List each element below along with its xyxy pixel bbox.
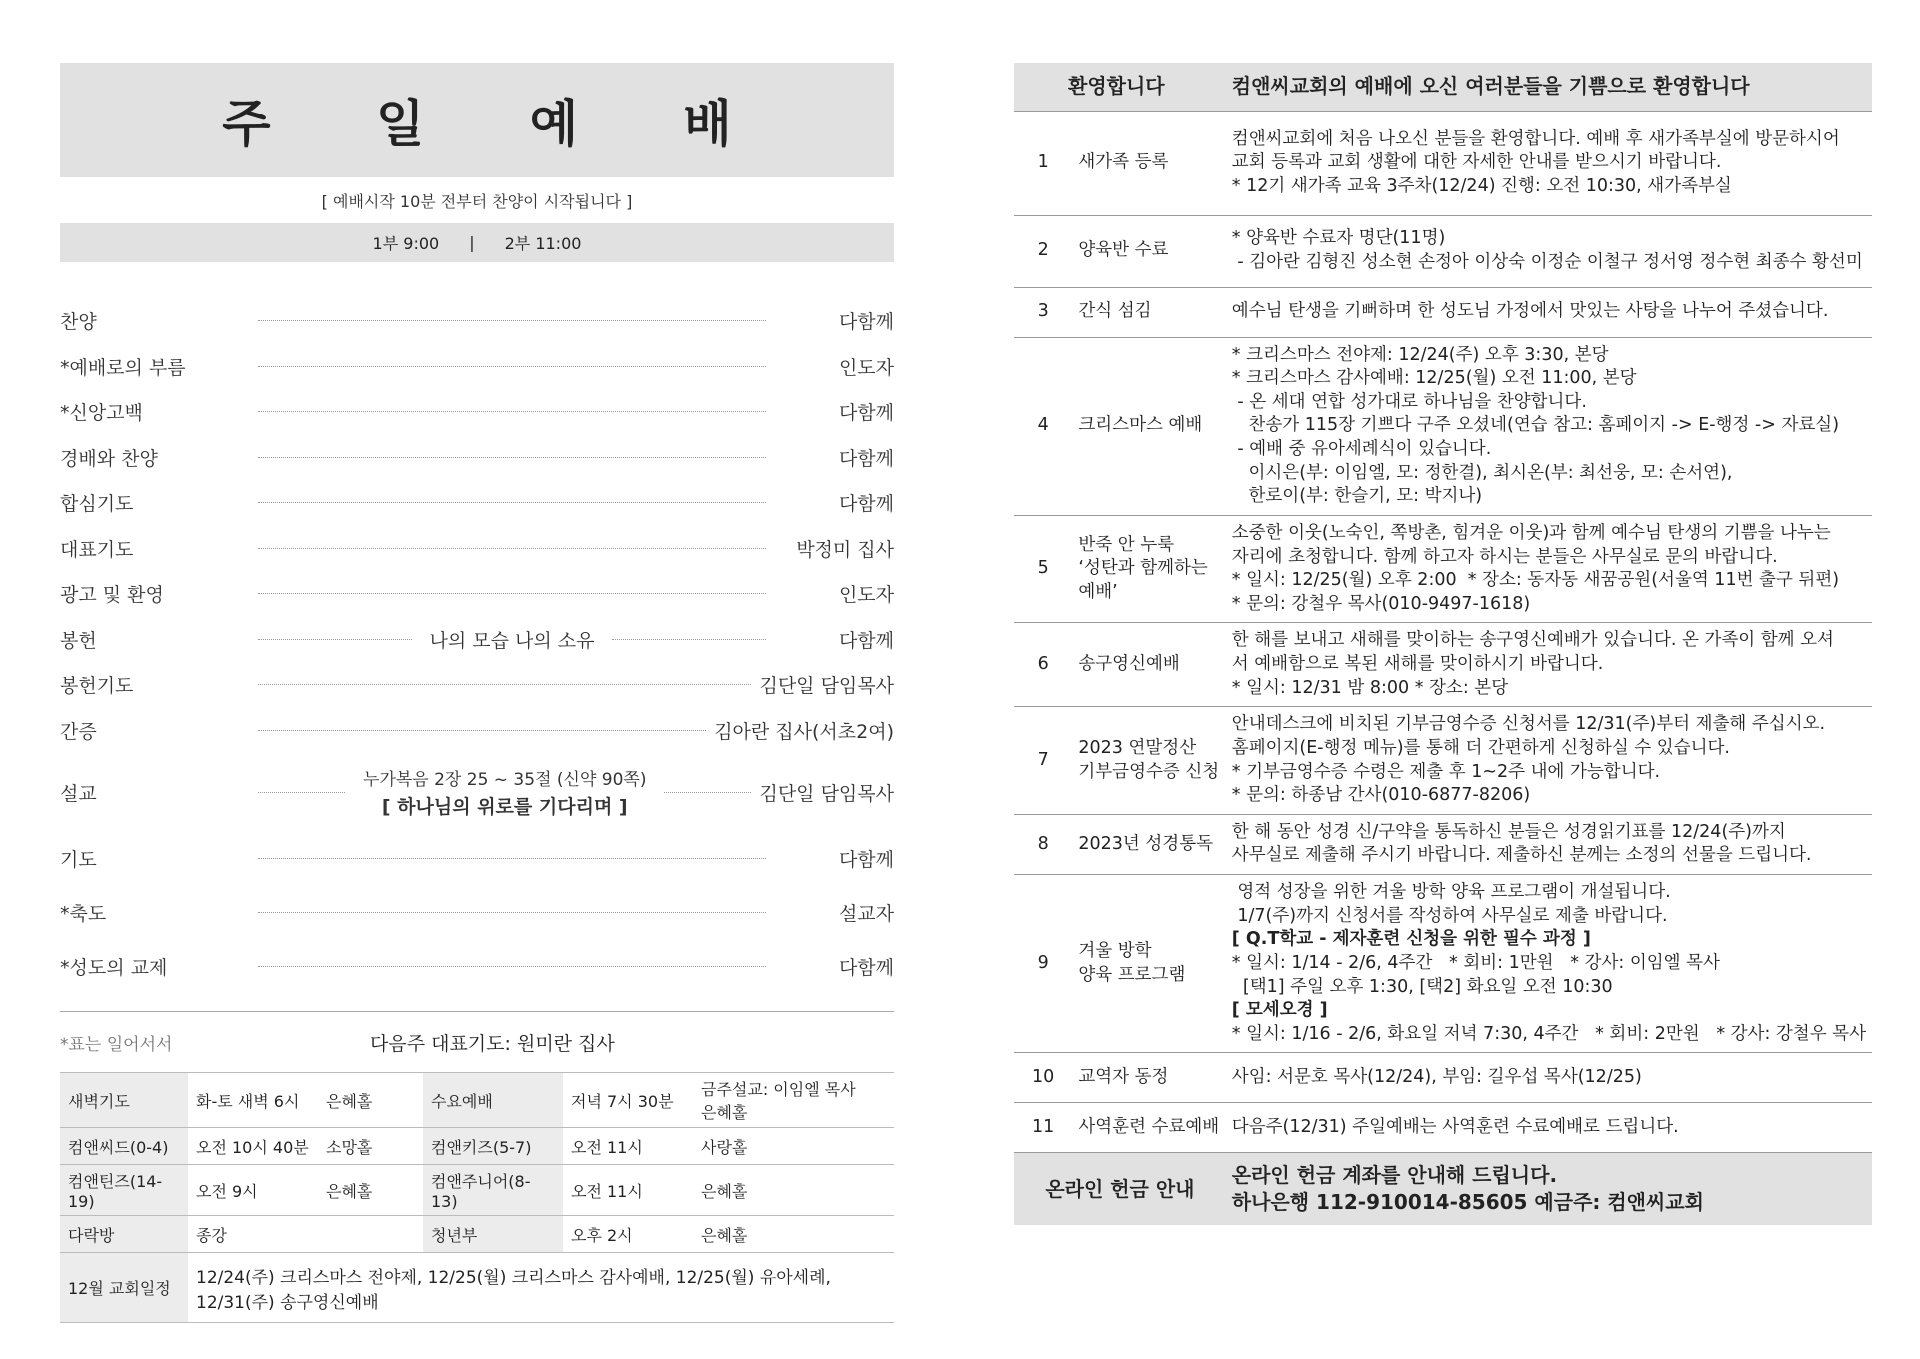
dot-leader [258,502,766,503]
item-content [1226,1103,1872,1153]
service-2-time: 2부 11:00 [504,234,582,253]
item-title-line: 송구영신예배 [1078,654,1180,674]
announcements-table [1014,63,1872,1225]
item-content [1226,707,1872,815]
item-title-line: 기부금영수증 신청 [1078,761,1220,782]
item-content-line: [ 모세오경 ] [1231,1000,1328,1021]
item-number: 1 [1014,111,1072,215]
table-row [60,1216,894,1253]
offering-song: 나의 모습 나의 소유 [429,629,595,652]
item-content-line: 다음주(12/31) 주일예배는 사역훈련 수료예배로 드립니다. [1231,1117,1679,1138]
header-welcome: 환영합니다 [1014,63,1226,111]
sermon-title: [ 하나님의 위로를 기다리며 ] [381,796,628,818]
table-row [60,1253,894,1323]
item-title [1072,1103,1225,1153]
table-cell-label: 다락방 [60,1216,188,1253]
item-content [1226,287,1872,337]
item-title-line: ‘성탄과 함께하는 [1078,558,1208,579]
table-cell: 오후 2시 [563,1216,693,1253]
dot-leader [258,593,766,594]
dot-leader [258,457,766,458]
item-content [1226,1053,1872,1103]
item-title-line: 2023 연말정산 [1078,737,1197,758]
standing-note: *표는 일어서서 [60,1034,173,1055]
item-number: 4 [1014,337,1072,515]
item-title [1072,111,1225,215]
item-title-line: 크리스마스 예배 [1078,415,1203,436]
table-cell-label: 컴앤키즈(5-7) [423,1128,563,1165]
item-content-line: 자리에 초청합니다. 함께 하고자 하시는 분들은 사무실로 문의 바랍니다. [1231,546,1778,567]
item-content-line: * 기부금영수증 수령은 제출 후 1~2주 내에 가능합니다. [1231,761,1661,782]
table-cell-label: 청년부 [423,1216,563,1253]
order-item-person: 인도자 [838,584,894,607]
item-title [1072,707,1225,815]
order-item-name: 광고 및 환영 [60,584,164,607]
dot-leader [612,639,766,640]
item-content-line: 소중한 이웃(노숙인, 쪽방촌, 힘겨운 이웃)과 함께 예수님 탄생의 기쁨을 나누는 [1231,522,1831,543]
item-title [1072,287,1225,337]
item-content-line: 컴앤씨교회에 처음 나오신 분들을 환영합니다. 예배 후 새가족부실에 방문하시어 [1231,128,1840,149]
item-content-line: 예수님 탄생을 기뻐하며 한 성도님 가정에서 맛있는 사탕을 나누어 주셨습니다. [1231,301,1829,322]
table-cell: 오전 11시 [563,1128,693,1165]
item-number: 10 [1014,1053,1072,1103]
order-row [60,617,894,663]
title-banner [60,63,894,177]
dot-leader [664,792,751,793]
dot-leader [258,639,412,640]
online-offering-row [1014,1153,1872,1225]
table-row [60,1165,894,1216]
item-content-line: 한 해 동안 성경 신/구약을 통독하신 분들은 성경읽기표를 12/24(주)까지 [1231,821,1786,842]
item-number: 5 [1014,515,1072,623]
order-item-person: 김단일 담임목사 [759,675,894,698]
table-cell-label: 12월 교회일정 [60,1253,188,1323]
order-item-name: *축도 [60,902,107,925]
table-cell: 오전 11시 [563,1165,693,1216]
table-cell-label: 수요예배 [423,1073,563,1128]
order-item-name: *신앙고백 [60,402,143,425]
table-row [1014,814,1872,874]
table-row [1014,1053,1872,1103]
item-content-line: 안내데스크에 비치된 기부금영수증 신청서를 12/31(주)부터 제출해 주십시오. [1231,714,1826,735]
table-cell: 오전 9시 [188,1165,318,1216]
item-content-line: [ Q.T학교 - 제자훈련 신청을 위한 필수 과정 ] [1231,929,1591,950]
order-item-name: *예배로의 부름 [60,356,186,379]
dot-leader [258,320,766,321]
dot-leader [258,548,766,549]
dot-leader [258,730,706,731]
item-title [1072,814,1225,874]
scripture-reference: 누가복음 2장 25 ~ 35절 (신약 90쪽) [363,770,647,790]
item-content [1226,215,1872,287]
item-content [1226,814,1872,874]
item-content [1226,111,1872,215]
order-row [60,526,894,572]
table-cell-label: 새벽기도 [60,1073,188,1128]
order-row [60,662,894,708]
online-offering-label: 온라인 헌금 안내 [1014,1153,1226,1225]
item-content-line: 한 해를 보내고 새해를 맞이하는 송구영신예배가 있습니다. 온 가족이 함께 오셔 [1231,630,1834,651]
item-title-line: 반죽 안 누룩 [1078,534,1175,555]
table-row [1014,515,1872,623]
item-title-line: 새가족 등록 [1078,152,1169,173]
table-cell: 은혜홀 [693,1165,894,1216]
item-title [1072,215,1225,287]
schedule-table [60,1072,894,1323]
subtitle: [ 예배시작 10분 전부터 찬양이 시작됩니다 ] [321,192,633,211]
item-content-line: * 일시: 12/25(월) 오후 2:00 * 장소: 동자동 새꿈공원(서울역 11번 출구 뒤편) [1231,570,1840,591]
item-content-line: * 일시: 12/31 밤 8:00 * 장소: 본당 [1231,677,1509,698]
table-cell [693,1073,894,1128]
order-item-person: 다함께 [838,402,894,425]
item-number: 7 [1014,707,1072,815]
service-1-time: 1부 9:00 [372,234,440,253]
announcements-body [1014,111,1872,1153]
december-schedule [188,1253,894,1323]
table-cell: 화-토 새벽 6시 [188,1073,318,1128]
order-item-person: 다함께 [838,311,894,334]
item-content-line: * 일시: 1/16 - 2/6, 화요일 저녁 7:30, 4주간 * 회비: 2만원 * 강사: 강철우 목사 [1231,1023,1866,1044]
online-offering-line: 온라인 헌금 계좌를 안내해 드립니다. [1231,1163,1558,1188]
order-item-name: 합심기도 [60,493,134,516]
order-row [60,885,894,939]
table-row [1014,287,1872,337]
item-content [1226,515,1872,623]
item-number: 6 [1014,623,1072,707]
order-item-name: 설교 [60,782,97,805]
item-number: 9 [1014,875,1072,1053]
order-item-name: 대표기도 [60,538,134,561]
table-row [1014,111,1872,215]
item-number: 8 [1014,814,1072,874]
table-row [60,1073,894,1128]
online-offering-info [1226,1153,1872,1225]
item-title-line: 2023년 성경통독 [1078,833,1213,854]
item-content [1226,337,1872,515]
table-cell-label: 컴앤틴즈(14-19) [60,1165,188,1216]
order-row [60,435,894,481]
item-content-line: 사무실로 제출해 주시기 바랍니다. 제출하신 분께는 소정의 선물을 드립니다. [1231,845,1812,866]
dot-leader [258,684,751,685]
table-cell-label: 컴앤씨드(0-4) [60,1128,188,1165]
dot-leader [258,366,766,367]
item-content-line: - 온 세대 연합 성가대로 하나님을 찬양합니다. [1231,391,1587,412]
order-item-person: 다함께 [838,629,894,652]
order-item-person: 김아란 집사(서초2여) [714,720,894,743]
dot-leader [258,966,766,967]
table-cell [318,1216,423,1253]
item-title-line: 양육반 수료 [1078,240,1169,261]
item-number: 2 [1014,215,1072,287]
item-content [1226,875,1872,1053]
order-item-person: 박정미 집사 [796,538,894,561]
item-content-line: [택1] 주일 오후 1:30, [택2] 화요일 오전 10:30 [1231,976,1613,997]
item-content [1226,623,1872,707]
online-offering-line: 하나은행 112-910014-85605 예금주: 컴앤씨교회 [1231,1190,1704,1215]
item-content-line: * 문의: 하종남 간사(010-6877-8206) [1231,785,1531,806]
time-separator: | [469,233,475,252]
order-row [60,344,894,390]
next-prayer: 다음주 대표기도: 원미란 집사 [370,1032,615,1055]
announcements-page [1014,63,1872,1225]
table-row [1014,623,1872,707]
item-title-line: 교역자 동정 [1078,1067,1169,1088]
table-cell: 은혜홀 [318,1073,423,1128]
table-cell: 저녁 7시 30분 [563,1073,693,1128]
worship-order-page [60,63,894,1323]
dot-leader [258,792,345,793]
order-item-name: 경배와 찬양 [60,447,158,470]
item-content-line: * 일시: 1/14 - 2/6, 4주간 * 회비: 1만원 * 강사: 이임엘 목사 [1231,952,1720,973]
order-item-person: 김단일 담임목사 [759,782,894,805]
item-content-line: * 양육반 수료자 명단(11명) [1231,228,1446,249]
venue: 은혜홀 [701,1103,748,1122]
item-content-line: * 크리스마스 감사예배: 12/25(월) 오전 11:00, 본당 [1231,368,1637,389]
table-cell: 오전 10시 40분 [188,1128,318,1165]
item-content-line: 1/7(주)까지 신청서를 작성하여 사무실로 제출 바랍니다. [1231,905,1668,926]
order-row [60,298,894,344]
order-item-name: 봉헌 [60,629,97,652]
table-cell: 은혜홀 [693,1216,894,1253]
item-title-line: 예배’ [1078,581,1118,602]
item-content-line: 서 예배함으로 복된 새해를 맞이하시기 바랍니다. [1231,654,1604,674]
item-number: 11 [1014,1103,1072,1153]
dot-leader [258,858,766,859]
order-row-sermon [60,753,894,831]
item-title-line: 사역훈련 수료예배 [1078,1117,1220,1138]
schedule-line: 12/24(주) 크리스마스 전야제, 12/25(월) 크리스마스 감사예배, 12/25(월) 유아세례, [196,1267,831,1288]
order-item-name: 찬양 [60,311,97,334]
table-cell: 종강 [188,1216,318,1253]
table-header-row [1014,63,1872,111]
order-row [60,480,894,526]
table-row [1014,1103,1872,1153]
item-title [1072,337,1225,515]
item-title [1072,875,1225,1053]
item-content-line: * 크리스마스 전야제: 12/24(주) 오후 3:30, 본당 [1231,344,1609,365]
item-content-line: 한로이(부: 한슬기, 모: 박지나) [1231,486,1483,507]
item-number: 3 [1014,287,1072,337]
order-item-name: *성도의 교제 [60,956,168,979]
worship-order-list [60,298,894,993]
table-row [1014,875,1872,1053]
order-row [60,939,894,993]
header-message: 컴앤씨교회의 예배에 오신 여러분들을 기쁨으로 환영합니다 [1226,63,1872,111]
table-row [1014,215,1872,287]
page-title: 주 일 예 배 [222,95,776,153]
item-content-line: * 12기 새가족 교육 3주차(12/24) 진행: 오전 10:30, 새가족부실 [1231,175,1732,196]
order-item-person: 다함께 [838,848,894,871]
schedule-line: 12/31(주) 송구영신예배 [196,1292,379,1313]
item-content-line: 교회 등록과 교회 생활에 대한 자세한 안내를 받으시기 바랍니다. [1231,152,1722,173]
order-item-person: 설교자 [838,902,894,925]
order-item-name: 기도 [60,848,97,871]
order-item-person: 인도자 [838,356,894,379]
item-content-line: 찬송가 115장 기쁘다 구주 오셨네(연습 참고: 홈페이지 -> E-행정 -> 자료실) [1231,415,1840,436]
table-cell: 사랑홀 [693,1128,894,1165]
order-item-center [250,765,759,819]
table-cell-label: 컴앤주니어(8-13) [423,1165,563,1216]
order-item-person: 다함께 [838,956,894,979]
item-title [1072,1053,1225,1103]
order-row [60,831,894,885]
item-title-line: 양육 프로그램 [1078,964,1186,985]
order-row [60,708,894,754]
sermon-info [353,765,656,819]
service-times [60,223,894,262]
table-row [1014,707,1872,815]
item-title-line: 겨울 방학 [1078,941,1152,962]
item-title-line: 간식 섬김 [1078,301,1152,322]
sermon-preacher: 금주설교: 이임엘 목사 [701,1080,856,1099]
table-cell: 은혜홀 [318,1165,423,1216]
item-content-line: - 김아란 김형진 성소현 손정아 이상숙 이정순 이철구 정서영 정수현 최종수 황선미 [1231,252,1863,272]
item-title [1072,515,1225,623]
dot-leader [258,912,766,913]
table-cell: 소망홀 [318,1128,423,1165]
order-row [60,571,894,617]
table-row [1014,337,1872,515]
order-row [60,389,894,435]
order-item-person: 다함께 [838,493,894,516]
item-content-line: 영적 성장을 위한 겨울 방학 양육 프로그램이 개설됩니다. [1231,882,1671,902]
notes-row [60,1012,894,1072]
order-item-name: 봉헌기도 [60,675,134,698]
dot-leader [258,411,766,412]
item-content-line: - 예배 중 유아세례식이 있습니다. [1231,439,1492,459]
item-content-line: 홈페이지(E-행정 메뉴)를 통해 더 간편하게 신청하실 수 있습니다. [1231,737,1730,758]
item-content-line: * 문의: 강철우 목사(010-9497-1618) [1231,593,1531,614]
item-title [1072,623,1225,707]
order-item-name: 간증 [60,720,97,743]
order-item-center [250,626,774,653]
item-content-line: 이시은(부: 이임엘, 모: 정한결), 최시온(부: 최선웅, 모: 손서연), [1231,462,1733,483]
order-item-person: 다함께 [838,447,894,470]
table-row [60,1128,894,1165]
item-content-line: 사임: 서문호 목사(12/24), 부임: 길우섭 목사(12/25) [1231,1067,1642,1088]
